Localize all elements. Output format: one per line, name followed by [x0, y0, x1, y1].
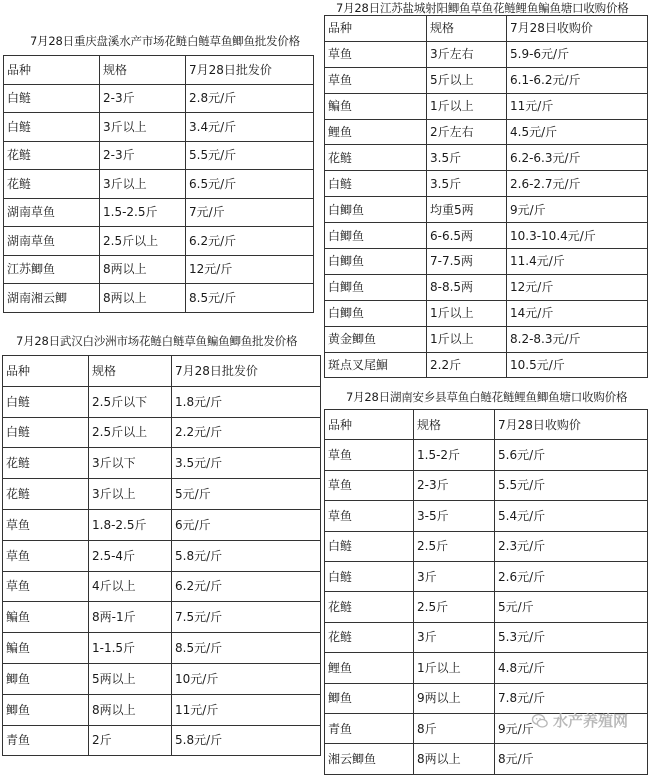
variety-cell: 白鲫鱼 — [325, 223, 427, 249]
table-row — [3, 663, 321, 694]
variety-cell: 草鱼 — [3, 540, 89, 571]
spec-cell: 5两以上 — [89, 663, 172, 694]
column-header: 规格 — [100, 56, 186, 85]
wechat-icon — [531, 712, 549, 730]
price-cell: 4.8元/斤 — [495, 653, 648, 683]
watermark-text: 水产养殖网 — [552, 712, 628, 730]
spec-cell: 2.5-4斤 — [89, 540, 172, 571]
variety-cell: 花鲢 — [325, 145, 427, 171]
table-row — [325, 683, 648, 713]
table-row — [3, 602, 321, 633]
price-cell: 3.5元/斤 — [172, 448, 321, 479]
spec-cell: 3斤左右 — [427, 41, 507, 67]
price-cell: 6.2元/斤 — [186, 227, 314, 256]
variety-cell: 白鲢 — [325, 171, 427, 197]
price-cell: 1.8元/斤 — [172, 386, 321, 417]
variety-cell: 白鲫鱼 — [325, 300, 427, 326]
spec-cell: 8两以上 — [89, 694, 172, 725]
variety-cell: 花鲢 — [325, 592, 414, 622]
variety-cell: 湘云鲫鱼 — [325, 744, 414, 774]
price-cell: 5元/斤 — [495, 592, 648, 622]
price-cell: 5.5元/斤 — [495, 470, 648, 500]
price-cell: 2.3元/斤 — [495, 531, 648, 561]
spec-cell: 1-1.5斤 — [89, 633, 172, 664]
price-cell: 9元/斤 — [507, 197, 648, 223]
price-cell: 7.5元/斤 — [172, 602, 321, 633]
variety-cell: 青鱼 — [325, 713, 414, 743]
variety-cell: 白鲢 — [4, 113, 100, 142]
spec-cell: 1斤以上 — [414, 653, 495, 683]
table-row — [325, 300, 648, 326]
variety-cell: 花鲢 — [4, 170, 100, 199]
price-cell: 10.3-10.4元/斤 — [507, 223, 648, 249]
table3-title: 7月28日江苏盐城射阳鲫鱼草鱼花鲢鲤鱼鳊鱼塘口收购价格 — [336, 1, 629, 15]
spec-cell: 2.5斤 — [414, 592, 495, 622]
table-row — [325, 653, 648, 683]
price-cell: 5.4元/斤 — [495, 501, 648, 531]
price-cell: 8.5元/斤 — [172, 633, 321, 664]
table-row — [3, 633, 321, 664]
variety-cell: 花鲢 — [3, 448, 89, 479]
column-header: 品种 — [325, 410, 414, 440]
price-cell: 2.8元/斤 — [186, 84, 314, 113]
table-row — [4, 198, 314, 227]
spec-cell: 2.5斤以上 — [89, 417, 172, 448]
spec-cell: 3.5斤 — [427, 145, 507, 171]
header-row — [325, 16, 648, 42]
price-cell: 6.1-6.2元/斤 — [507, 67, 648, 93]
table-row — [325, 197, 648, 223]
price-cell: 10元/斤 — [172, 663, 321, 694]
variety-cell: 青鱼 — [3, 725, 89, 756]
table-row — [325, 440, 648, 470]
variety-cell: 草鱼 — [3, 509, 89, 540]
spec-cell: 2-3斤 — [100, 141, 186, 170]
variety-cell: 草鱼 — [325, 501, 414, 531]
spec-cell: 1斤以上 — [427, 300, 507, 326]
price-cell: 8.2-8.3元/斤 — [507, 326, 648, 352]
table-row — [325, 744, 648, 774]
header-row — [325, 410, 648, 440]
column-header: 品种 — [325, 16, 427, 42]
price-cell: 7.8元/斤 — [495, 683, 648, 713]
spec-cell: 8斤 — [414, 713, 495, 743]
table3 — [324, 15, 648, 378]
price-cell: 12元/斤 — [186, 255, 314, 284]
column-header: 品种 — [3, 356, 89, 387]
spec-cell: 3斤以上 — [100, 113, 186, 142]
variety-cell: 花鲢 — [325, 622, 414, 652]
table-row — [3, 509, 321, 540]
variety-cell: 草鱼 — [325, 67, 427, 93]
table-row — [3, 417, 321, 448]
table-row — [325, 171, 648, 197]
spec-cell: 7-7.5两 — [427, 249, 507, 275]
table-row — [325, 223, 648, 249]
table-row — [325, 326, 648, 352]
variety-cell: 白鲫鱼 — [325, 274, 427, 300]
table2-title: 7月28日武汉白沙洲市场花鲢白鲢草鱼鳊鱼鲫鱼批发价格 — [16, 334, 298, 348]
table-row — [325, 352, 648, 378]
spec-cell: 2斤 — [89, 725, 172, 756]
price-cell: 7元/斤 — [186, 198, 314, 227]
variety-cell: 草鱼 — [325, 41, 427, 67]
spec-cell: 均重5两 — [427, 197, 507, 223]
price-cell: 11元/斤 — [172, 694, 321, 725]
variety-cell: 白鲢 — [3, 386, 89, 417]
spec-cell: 4斤以上 — [89, 571, 172, 602]
spec-cell: 1斤以上 — [427, 93, 507, 119]
variety-cell: 花鲢 — [3, 479, 89, 510]
table-row — [3, 448, 321, 479]
column-header: 7月28日批发价 — [186, 56, 314, 85]
price-cell: 5元/斤 — [172, 479, 321, 510]
variety-cell: 湖南草鱼 — [4, 198, 100, 227]
header-row — [4, 56, 314, 85]
table4-title: 7月28日湖南安乡县草鱼白鲢花鲢鲤鱼鲫鱼塘口收购价格 — [346, 390, 628, 404]
price-cell: 6.2元/斤 — [172, 571, 321, 602]
spec-cell: 8两以上 — [414, 744, 495, 774]
table-row — [325, 622, 648, 652]
price-cell: 5.8元/斤 — [172, 725, 321, 756]
variety-cell: 鲤鱼 — [325, 119, 427, 145]
spec-cell: 2-3斤 — [414, 470, 495, 500]
price-cell: 11元/斤 — [507, 93, 648, 119]
table-row — [4, 141, 314, 170]
spec-cell: 3斤以上 — [89, 479, 172, 510]
spec-cell: 8-8.5两 — [427, 274, 507, 300]
price-cell: 5.6元/斤 — [495, 440, 648, 470]
column-header: 品种 — [4, 56, 100, 85]
price-cell: 4.5元/斤 — [507, 119, 648, 145]
variety-cell: 白鲢 — [325, 561, 414, 591]
column-header: 规格 — [89, 356, 172, 387]
table-row — [4, 227, 314, 256]
table-row — [4, 170, 314, 199]
spec-cell: 3-5斤 — [414, 501, 495, 531]
variety-cell: 白鲢 — [3, 417, 89, 448]
table-row — [3, 725, 321, 756]
price-cell: 6.2-6.3元/斤 — [507, 145, 648, 171]
watermark — [531, 710, 628, 731]
variety-cell: 湖南草鱼 — [4, 227, 100, 256]
spec-cell: 1.8-2.5斤 — [89, 509, 172, 540]
spec-cell: 2斤左右 — [427, 119, 507, 145]
variety-cell: 鲤鱼 — [325, 653, 414, 683]
price-cell: 11.4元/斤 — [507, 249, 648, 275]
spec-cell: 2.2斤 — [427, 352, 507, 378]
table-row — [4, 255, 314, 284]
spec-cell: 8两-1斤 — [89, 602, 172, 633]
spec-cell: 8两以上 — [100, 255, 186, 284]
spec-cell: 2.5斤以上 — [100, 227, 186, 256]
spec-cell: 5斤以上 — [427, 67, 507, 93]
price-cell: 12元/斤 — [507, 274, 648, 300]
table-row — [4, 284, 314, 313]
header-row — [3, 356, 321, 387]
variety-cell: 鳊鱼 — [3, 602, 89, 633]
spec-cell: 3.5斤 — [427, 171, 507, 197]
table-row — [325, 93, 648, 119]
table-row — [325, 41, 648, 67]
spec-cell: 3斤以下 — [89, 448, 172, 479]
price-cell: 9元/斤 — [495, 713, 648, 743]
variety-cell: 江苏鲫鱼 — [4, 255, 100, 284]
variety-cell: 鲫鱼 — [3, 663, 89, 694]
spec-cell: 2-3斤 — [100, 84, 186, 113]
column-header: 7月28日收购价 — [507, 16, 648, 42]
price-cell: 6元/斤 — [172, 509, 321, 540]
spec-cell: 3斤以上 — [100, 170, 186, 199]
column-header: 7月28日收购价 — [495, 410, 648, 440]
price-cell: 2.2元/斤 — [172, 417, 321, 448]
table-row — [3, 479, 321, 510]
price-cell: 2.6-2.7元/斤 — [507, 171, 648, 197]
price-cell: 2.6元/斤 — [495, 561, 648, 591]
spec-cell: 1.5-2斤 — [414, 440, 495, 470]
variety-cell: 鲫鱼 — [3, 694, 89, 725]
variety-cell: 白鲢 — [4, 84, 100, 113]
price-cell: 6.5元/斤 — [186, 170, 314, 199]
table-row — [325, 531, 648, 561]
price-cell: 8元/斤 — [495, 744, 648, 774]
table-row — [325, 501, 648, 531]
table-row — [3, 386, 321, 417]
table1-title: 7月28日重庆盘溪水产市场花鲢白鲢草鱼鲫鱼批发价格 — [30, 34, 300, 48]
variety-cell: 草鱼 — [325, 440, 414, 470]
price-cell: 5.8元/斤 — [172, 540, 321, 571]
spec-cell: 6-6.5两 — [427, 223, 507, 249]
variety-cell: 草鱼 — [3, 571, 89, 602]
variety-cell: 黄金鲫鱼 — [325, 326, 427, 352]
table-row — [325, 592, 648, 622]
column-header: 7月28日批发价 — [172, 356, 321, 387]
spec-cell: 2.5斤 — [414, 531, 495, 561]
table-row — [325, 145, 648, 171]
table1 — [3, 55, 314, 313]
spec-cell: 9两以上 — [414, 683, 495, 713]
table-row — [325, 274, 648, 300]
table2 — [2, 355, 321, 756]
variety-cell: 鳊鱼 — [325, 93, 427, 119]
price-cell: 5.9-6元/斤 — [507, 41, 648, 67]
table-row — [325, 67, 648, 93]
price-cell: 10.5元/斤 — [507, 352, 648, 378]
spec-cell: 1.5-2.5斤 — [100, 198, 186, 227]
variety-cell: 草鱼 — [325, 470, 414, 500]
table-row — [3, 540, 321, 571]
variety-cell: 白鲫鱼 — [325, 249, 427, 275]
table-row — [325, 470, 648, 500]
table-row — [4, 113, 314, 142]
table-row — [325, 249, 648, 275]
variety-cell: 花鲢 — [4, 141, 100, 170]
column-header: 规格 — [414, 410, 495, 440]
variety-cell: 白鲢 — [325, 531, 414, 561]
table-row — [325, 119, 648, 145]
spec-cell: 3斤 — [414, 622, 495, 652]
spec-cell: 8两以上 — [100, 284, 186, 313]
variety-cell: 白鲫鱼 — [325, 197, 427, 223]
price-cell: 5.3元/斤 — [495, 622, 648, 652]
variety-cell: 斑点叉尾鮰 — [325, 352, 427, 378]
table-row — [3, 571, 321, 602]
price-cell: 14元/斤 — [507, 300, 648, 326]
table-row — [3, 694, 321, 725]
spec-cell: 2.5斤以下 — [89, 386, 172, 417]
table-row — [325, 561, 648, 591]
spec-cell: 3斤 — [414, 561, 495, 591]
spec-cell: 1斤以上 — [427, 326, 507, 352]
price-cell: 3.4元/斤 — [186, 113, 314, 142]
variety-cell: 鳊鱼 — [3, 633, 89, 664]
variety-cell: 湖南湘云鲫 — [4, 284, 100, 313]
price-cell: 8.5元/斤 — [186, 284, 314, 313]
price-cell: 5.5元/斤 — [186, 141, 314, 170]
column-header: 规格 — [427, 16, 507, 42]
table-row — [4, 84, 314, 113]
variety-cell: 鲫鱼 — [325, 683, 414, 713]
